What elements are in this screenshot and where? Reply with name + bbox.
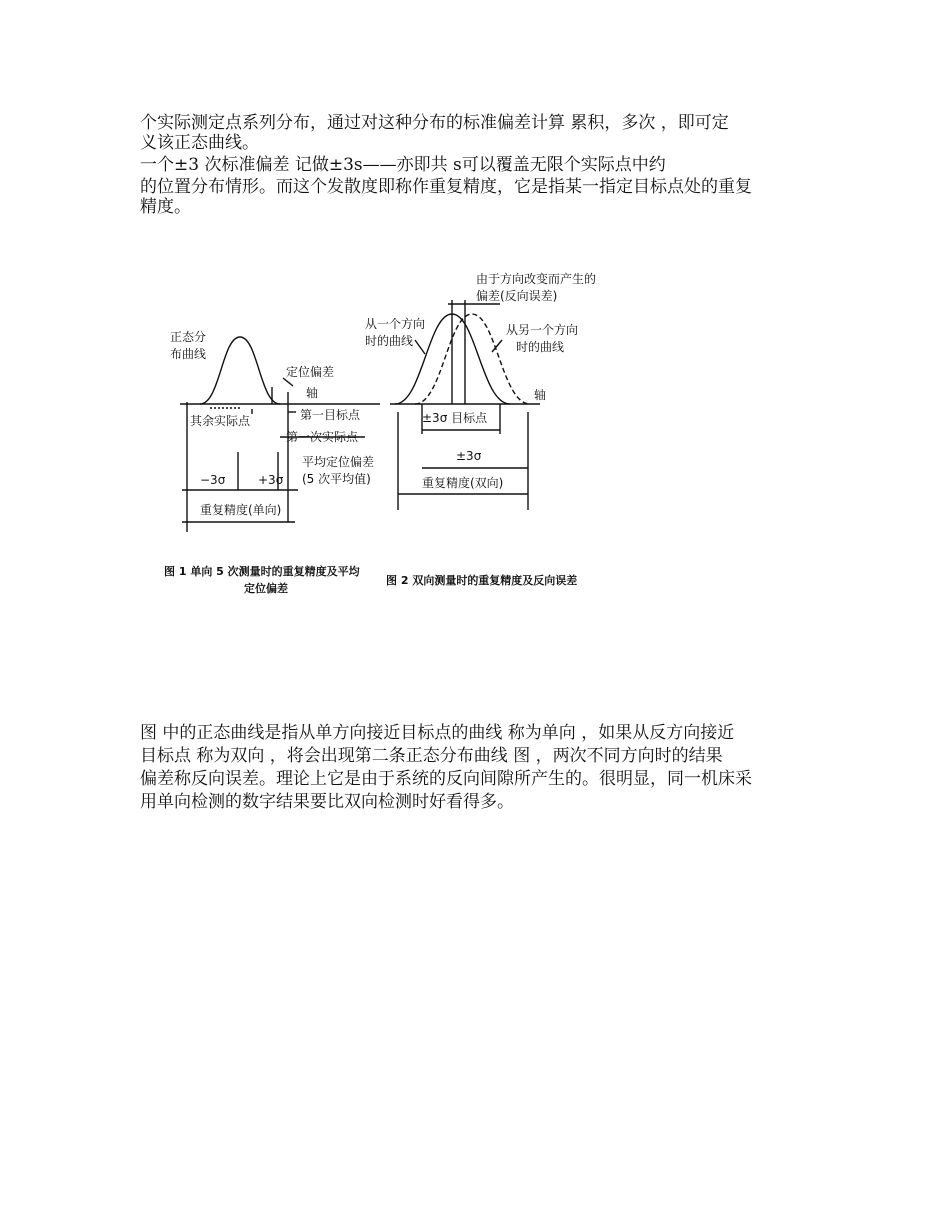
fig2-label-other-direction: 从另一个方向 <box>506 323 579 337</box>
fig1-label-other-points: 其余实际点 <box>190 414 251 428</box>
fig2-label-one-direction: 从一个方向 <box>365 317 426 331</box>
figure-area <box>160 262 630 607</box>
text-line: 偏差称反向误差。理论上它是由于系统的反向间隙所产生的。很明显，同一机床采 <box>140 769 752 789</box>
text-line: 图 中的正态曲线是指从单方向接近目标点的曲线 称为单向 ，如果从反方向接近 <box>140 723 735 743</box>
fig1-normal-curve <box>200 337 280 404</box>
fig1-label-avg-dev: (5 次平均值) <box>302 472 371 486</box>
fig1-caption: 图 1 单向 5 次测量时的重复精度及平均 <box>164 565 360 578</box>
text-line: 义该正态曲线。 <box>140 133 259 153</box>
fig1-caption: 定位偏差 <box>244 582 288 595</box>
text-line: 一个±3 次标准偏差 记做±3s——亦即共 s可以覆盖无限个实际点中约 <box>140 155 666 175</box>
fig1-label-avg-dev: 平均定位偏差 <box>302 455 375 469</box>
fig2-label-reverse-error: 偏差(反向误差) <box>476 289 558 303</box>
text-line: 的位置分布情形。而这个发散度即称作重复精度，它是指某一指定目标点处的重复 <box>140 177 752 197</box>
fig1-position-dev-pointer <box>283 378 293 386</box>
fig2-label-axis: 轴 <box>534 388 547 402</box>
fig1-label-plus-3s: +3σ <box>258 473 284 487</box>
fig2-label-pm3s-target: ±3σ 目标点 <box>422 411 488 425</box>
paragraph-explanation <box>140 723 820 812</box>
fig2-one-dir-pointer <box>415 340 425 354</box>
fig2-caption: 图 2 双向测量时的重复精度及反向误差 <box>386 574 578 587</box>
fig1-label-axis: 轴 <box>306 386 319 400</box>
fig1-label-minus-3s: −3σ <box>200 473 226 487</box>
fig2-label-reverse-error: 由于方向改变而产生的 <box>476 272 597 286</box>
fig2-label-other-direction: 时的曲线 <box>516 340 565 354</box>
text-line: 用单向检测的数字结果要比双向检测时好看得多。 <box>140 792 514 812</box>
fig1-label-first-target: 第一目标点 <box>300 408 361 422</box>
text-line: 目标点 称为双向 ，将会出现第二条正态分布曲线 图 ，两次不同方向时的结果 <box>140 746 723 766</box>
fig2-label-pm3s: ±3σ <box>456 449 482 463</box>
fig1-label-normal-curve: 正态分 <box>170 330 207 344</box>
fig1-label-first-actual: 第一次实际点 <box>286 430 359 444</box>
paragraph-intro <box>140 113 820 217</box>
figures-svg <box>160 262 630 607</box>
fig1-label-repeat-single: 重复精度(单向) <box>200 503 282 517</box>
text-line: 个实际测定点系列分布，通过对这种分布的标准偏差计算 累积，多次 ，即可定 <box>140 113 729 133</box>
text-line: 精度。 <box>140 197 191 217</box>
fig2-label-repeat-double: 重复精度(双向) <box>422 476 504 490</box>
fig2-label-one-direction: 时的曲线 <box>365 334 414 348</box>
fig1-label-normal-curve: 布曲线 <box>170 347 207 361</box>
fig1-label-position-dev: 定位偏差 <box>286 365 335 379</box>
